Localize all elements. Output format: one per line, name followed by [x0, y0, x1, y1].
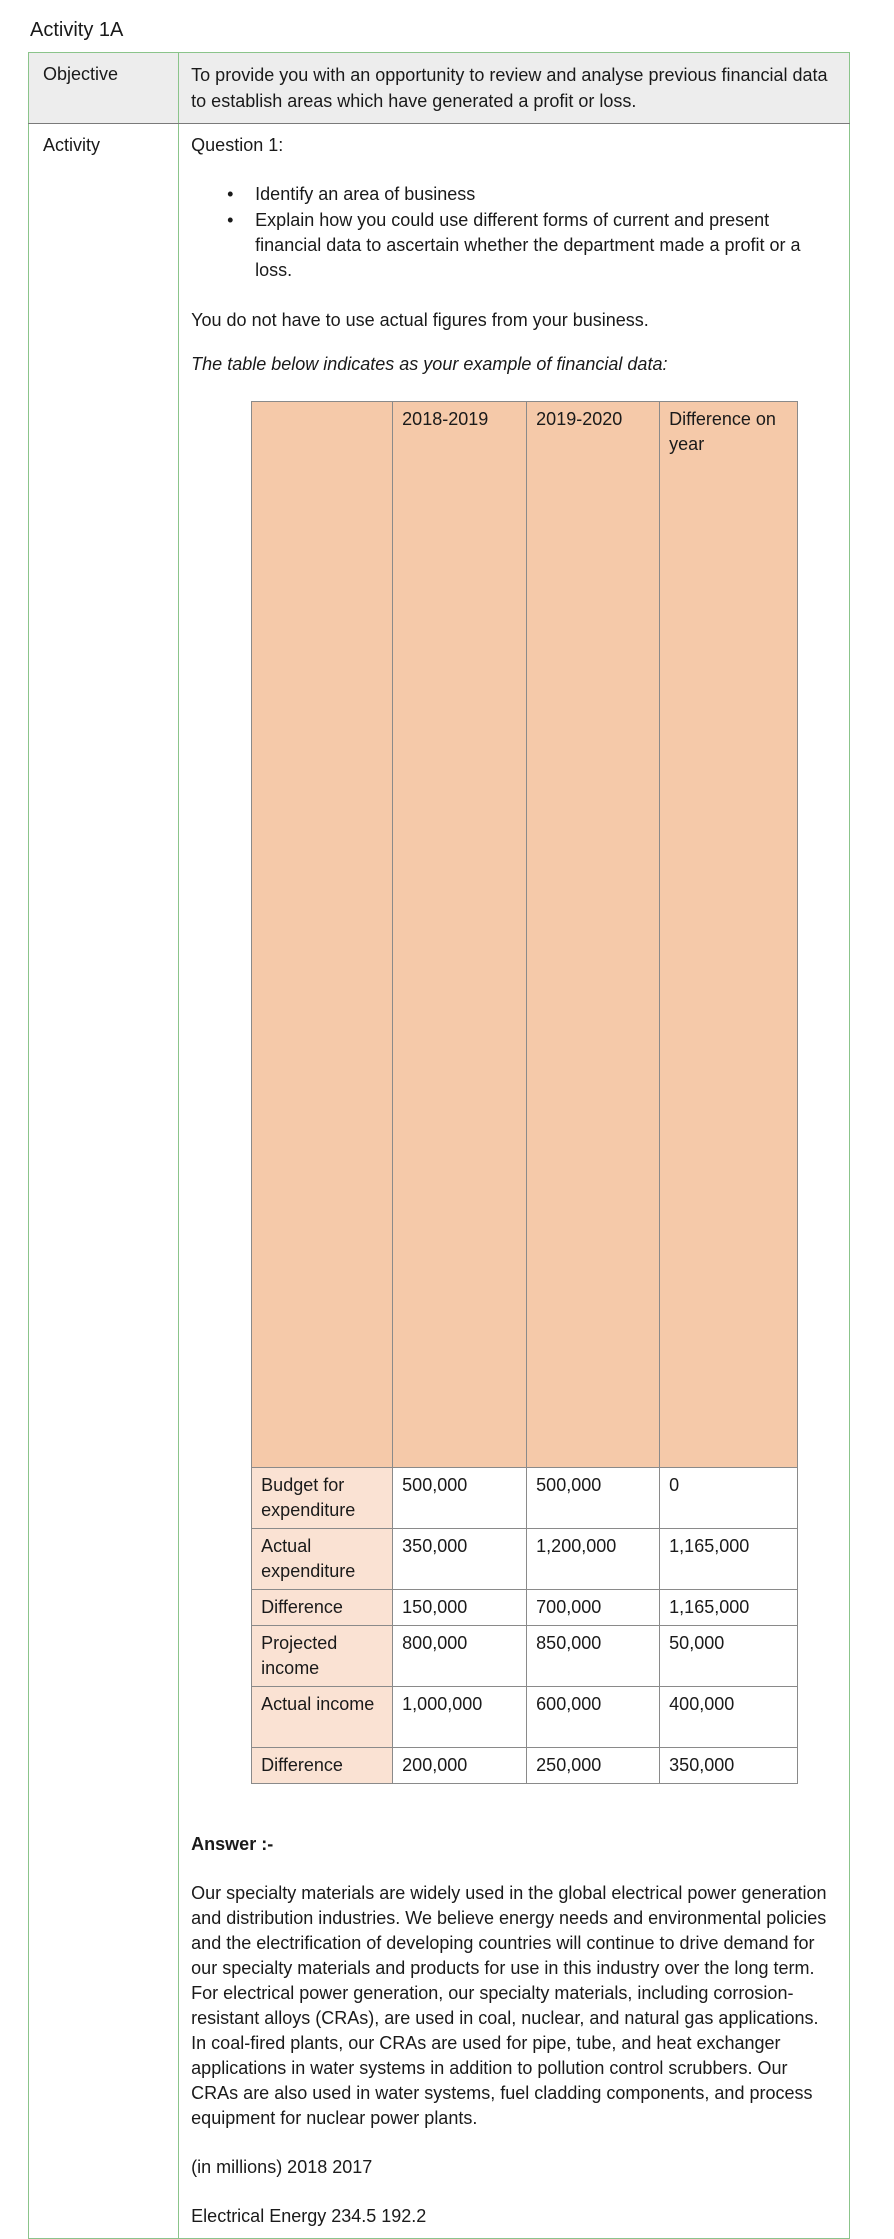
question-bullet-list: [191, 182, 835, 283]
spacer: [191, 2180, 835, 2204]
financial-table-header-row: [252, 402, 798, 1468]
row-value-2019-2020: 250,000: [527, 1748, 660, 1784]
financial-table-wrapper: [191, 401, 835, 1784]
list-item: • Explain how you could use different forms of current and present financial data to ascertain whether the department made a profit or a loss.: [255, 208, 835, 283]
table-row: [252, 1590, 798, 1626]
financial-table-body: [252, 1468, 798, 1784]
row-label: Actual expenditure: [252, 1529, 393, 1590]
row-value-2018-2019: 350,000: [393, 1529, 527, 1590]
row-value-2019-2020: 850,000: [527, 1626, 660, 1687]
column-header-2018-2019: 2018-2019: [393, 402, 527, 1468]
row-label: Actual income: [252, 1687, 393, 1748]
row-value-2018-2019: 800,000: [393, 1626, 527, 1687]
row-value-difference: 50,000: [660, 1626, 798, 1687]
objective-label: Objective: [43, 64, 119, 84]
financial-data-table: [251, 401, 798, 1784]
spacer: [191, 284, 835, 308]
answer-heading: Answer :-: [191, 1834, 274, 1854]
question-heading: Question 1:: [191, 135, 284, 155]
spacer: [191, 1857, 835, 1881]
table-intro-text: The table below indicates as your example of financial data:: [191, 354, 668, 374]
activity-label-cell: [29, 124, 179, 2239]
answer-body-text: Our specialty materials are widely used in the global electrical power generation and distribution industries. We believe energy needs and environmental policies and the electrification of developing countries will continue to drive demand for our specialty materials and products for use in this industry over the long term. For electrical power generation, our specialty materials, including corrosion-resistant alloys (CRAs), are used in coal, nuclear, and natural gas applications. In coal-fired plants, our CRAs are used for pipe, tube, and heat exchanger applications in water systems in addition to pollution control scrubbers. Our CRAs are also used in water systems, fuel cladding components, and process equipment for nuclear power plants.: [191, 1883, 827, 2128]
row-value-2019-2020: 700,000: [527, 1590, 660, 1626]
list-item: • Identify an area of business: [255, 182, 835, 207]
row-value-2018-2019: 1,000,000: [393, 1687, 527, 1748]
column-header-difference-on-year: Difference on year: [660, 402, 798, 1468]
row-value-difference: 0: [660, 1468, 798, 1529]
activity-content: [179, 124, 849, 2238]
row-label: Projected income: [252, 1626, 393, 1687]
activity-label: Activity: [43, 135, 101, 155]
spacer: [191, 2131, 835, 2155]
row-value-difference: 400,000: [660, 1687, 798, 1748]
table-row: [252, 1468, 798, 1529]
objective-label-cell: [29, 53, 179, 124]
activity-table: [28, 52, 850, 2239]
row-label: Difference: [252, 1748, 393, 1784]
electrical-energy-line: Electrical Energy 234.5 192.2: [191, 2206, 427, 2226]
row-value-difference: 1,165,000: [660, 1590, 798, 1626]
figures-note: You do not have to use actual figures from your business.: [191, 310, 649, 330]
activity-row: [29, 124, 850, 2239]
page-title: Activity 1A: [30, 19, 124, 41]
objective-row: [29, 53, 850, 124]
row-value-2019-2020: 500,000: [527, 1468, 660, 1529]
row-value-difference: 350,000: [660, 1748, 798, 1784]
row-value-2018-2019: 500,000: [393, 1468, 527, 1529]
row-label: Difference: [252, 1590, 393, 1626]
spacer: [191, 158, 835, 182]
column-header-corner: [252, 402, 393, 1468]
table-row: [252, 1748, 798, 1784]
activity-body-cell: [179, 124, 850, 2239]
row-value-difference: 1,165,000: [660, 1529, 798, 1590]
row-value-2018-2019: 150,000: [393, 1590, 527, 1626]
row-value-2019-2020: 600,000: [527, 1687, 660, 1748]
table-row: [252, 1687, 798, 1748]
spacer: [191, 1784, 835, 1832]
row-label: Budget for expenditure: [252, 1468, 393, 1529]
table-row: [252, 1529, 798, 1590]
spacer: [191, 377, 835, 401]
table-row: [252, 1626, 798, 1687]
objective-text: To provide you with an opportunity to review and analyse previous financial data to establish areas which have generated a profit or loss.: [191, 65, 828, 111]
row-value-2018-2019: 200,000: [393, 1748, 527, 1784]
millions-line: (in millions) 2018 2017: [191, 2157, 373, 2177]
column-header-2019-2020: 2019-2020: [527, 402, 660, 1468]
spacer: [191, 333, 835, 352]
row-value-2019-2020: 1,200,000: [527, 1529, 660, 1590]
objective-body-cell: [179, 53, 850, 124]
